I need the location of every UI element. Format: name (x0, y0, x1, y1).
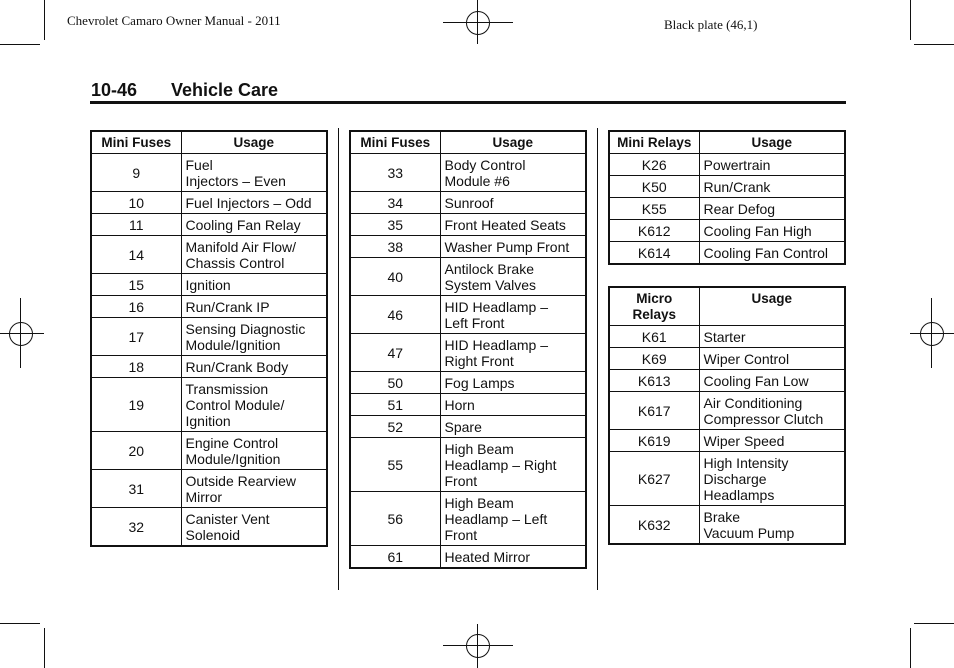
fuse-usage: Engine Control Module/Ignition (181, 432, 327, 470)
table-row (609, 392, 845, 430)
fuse-code: 56 (350, 492, 440, 546)
fuse-code: 40 (350, 258, 440, 296)
section-title: Vehicle Care (171, 80, 279, 100)
table-row (91, 470, 327, 508)
table-row (91, 378, 327, 432)
section-heading (91, 80, 278, 101)
table-row (350, 236, 586, 258)
fuse-code: 35 (350, 214, 440, 236)
fuse-code: 52 (350, 416, 440, 438)
table-row (609, 198, 845, 220)
fuse-code: K55 (609, 198, 699, 220)
fuse-usage: Antilock Brake System Valves (440, 258, 586, 296)
manual-title: Chevrolet Camaro Owner Manual - 2011 (67, 13, 281, 28)
fuse-code: 61 (350, 546, 440, 569)
table-row (91, 154, 327, 192)
fuse-code: 16 (91, 296, 181, 318)
crop-mark (0, 44, 40, 45)
table-row (350, 438, 586, 492)
fuse-code: 14 (91, 236, 181, 274)
fuse-usage: Fog Lamps (440, 372, 586, 394)
fuse-usage: Wiper Control (699, 348, 845, 370)
crop-mark (44, 0, 45, 40)
fuse-usage: Heated Mirror (440, 546, 586, 569)
fuse-usage: Ignition (181, 274, 327, 296)
fuse-code: 20 (91, 432, 181, 470)
fuse-usage: Run/Crank Body (181, 356, 327, 378)
column-header: Usage (699, 131, 845, 154)
mini-fuses-table-2 (349, 130, 587, 569)
table-row (350, 546, 586, 569)
fuse-code: 46 (350, 296, 440, 334)
table-row (91, 274, 327, 296)
table-row (609, 326, 845, 348)
micro-relays-table (608, 286, 846, 545)
table-row (91, 318, 327, 356)
fuse-usage: Sunroof (440, 192, 586, 214)
heading-rule (90, 101, 846, 104)
table-row (91, 296, 327, 318)
fuse-code: K612 (609, 220, 699, 242)
crop-mark (914, 44, 954, 45)
fuse-code: 19 (91, 378, 181, 432)
plate-label: Black plate (46,1) (664, 17, 758, 32)
fuse-usage: HID Headlamp – Right Front (440, 334, 586, 372)
fuse-usage: High Beam Headlamp – Left Front (440, 492, 586, 546)
mini-fuses-table-1 (90, 130, 328, 547)
fuse-usage: Starter (699, 326, 845, 348)
crop-mark (44, 628, 45, 668)
fuse-code: K627 (609, 452, 699, 506)
fuse-code: 51 (350, 394, 440, 416)
fuse-usage: Run/Crank IP (181, 296, 327, 318)
fuse-usage: Canister Vent Solenoid (181, 508, 327, 547)
fuse-code: K613 (609, 370, 699, 392)
fuse-code: 47 (350, 334, 440, 372)
fuse-usage: Brake Vacuum Pump (699, 506, 845, 545)
fuse-usage: High Intensity Discharge Headlamps (699, 452, 845, 506)
fuse-code: 50 (350, 372, 440, 394)
fuse-code: K26 (609, 154, 699, 176)
table-row (609, 242, 845, 265)
table-row (91, 214, 327, 236)
table-row (350, 492, 586, 546)
fuse-code: K614 (609, 242, 699, 265)
fuse-code: 17 (91, 318, 181, 356)
table-row (350, 394, 586, 416)
column-header: Usage (440, 131, 586, 154)
fuse-code: K69 (609, 348, 699, 370)
table-row (609, 370, 845, 392)
table-row (350, 258, 586, 296)
fuse-code: 34 (350, 192, 440, 214)
column-header: Micro Relays (609, 287, 699, 326)
column-header: Mini Relays (609, 131, 699, 154)
table-row (609, 220, 845, 242)
header-row (350, 131, 586, 154)
table-row (350, 192, 586, 214)
column-header: Mini Fuses (91, 131, 181, 154)
fuse-code: 11 (91, 214, 181, 236)
fuse-usage: Powertrain (699, 154, 845, 176)
fuse-usage: Cooling Fan Relay (181, 214, 327, 236)
fuse-usage: Fuel Injectors – Odd (181, 192, 327, 214)
fuse-usage: Horn (440, 394, 586, 416)
header-row (609, 287, 845, 326)
table-row (350, 416, 586, 438)
fuse-code: 33 (350, 154, 440, 192)
fuse-usage: Cooling Fan Control (699, 242, 845, 265)
column-header: Mini Fuses (350, 131, 440, 154)
fuse-code: K619 (609, 430, 699, 452)
fuse-usage: Body Control Module #6 (440, 154, 586, 192)
fuse-code: 18 (91, 356, 181, 378)
crop-mark (910, 628, 911, 668)
mini-relays-table (608, 130, 846, 265)
fuse-usage: Front Heated Seats (440, 214, 586, 236)
table-row (91, 192, 327, 214)
header-row (91, 131, 327, 154)
column-divider (597, 128, 598, 590)
table-row (91, 432, 327, 470)
table-row (350, 214, 586, 236)
column-header: Usage (181, 131, 327, 154)
fuse-code: K617 (609, 392, 699, 430)
table-row (609, 430, 845, 452)
fuse-code: 9 (91, 154, 181, 192)
table-row (350, 296, 586, 334)
table-row (609, 176, 845, 198)
fuse-usage: Wiper Speed (699, 430, 845, 452)
fuse-usage: Outside Rearview Mirror (181, 470, 327, 508)
fuse-code: K61 (609, 326, 699, 348)
table-row (91, 356, 327, 378)
table-row (350, 334, 586, 372)
fuse-usage: Cooling Fan Low (699, 370, 845, 392)
fuse-usage: HID Headlamp – Left Front (440, 296, 586, 334)
fuse-usage: Fuel Injectors – Even (181, 154, 327, 192)
crop-mark (0, 623, 40, 624)
fuse-usage: Transmission Control Module/ Ignition (181, 378, 327, 432)
fuse-usage: Rear Defog (699, 198, 845, 220)
crop-mark (910, 0, 911, 40)
fuse-usage: Washer Pump Front (440, 236, 586, 258)
crop-mark (914, 623, 954, 624)
table-row (609, 348, 845, 370)
fuse-code: 31 (91, 470, 181, 508)
fuse-usage: Air Conditioning Compressor Clutch (699, 392, 845, 430)
fuse-code: 10 (91, 192, 181, 214)
fuse-usage: Spare (440, 416, 586, 438)
fuse-usage: High Beam Headlamp – Right Front (440, 438, 586, 492)
table-row (609, 452, 845, 506)
table-row (609, 506, 845, 545)
header-row (609, 131, 845, 154)
column-header: Usage (699, 287, 845, 326)
column-divider (338, 128, 339, 590)
fuse-usage: Cooling Fan High (699, 220, 845, 242)
fuse-code: 15 (91, 274, 181, 296)
fuse-code: K632 (609, 506, 699, 545)
fuse-usage: Manifold Air Flow/ Chassis Control (181, 236, 327, 274)
fuse-usage: Run/Crank (699, 176, 845, 198)
fuse-usage: Sensing Diagnostic Module/Ignition (181, 318, 327, 356)
fuse-code: 38 (350, 236, 440, 258)
fuse-code: K50 (609, 176, 699, 198)
fuse-code: 32 (91, 508, 181, 547)
fuse-code: 55 (350, 438, 440, 492)
table-row (91, 236, 327, 274)
table-row (609, 154, 845, 176)
table-row (350, 154, 586, 192)
page-number: 10-46 (91, 80, 138, 100)
table-row (350, 372, 586, 394)
table-row (91, 508, 327, 547)
